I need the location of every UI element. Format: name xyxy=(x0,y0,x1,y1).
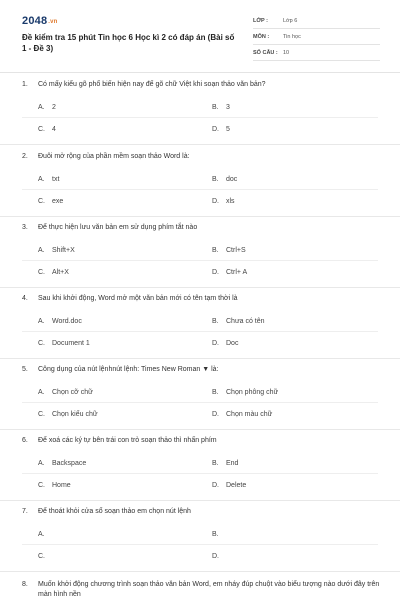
option-divider xyxy=(22,473,378,474)
meta-row-class xyxy=(253,13,380,29)
question-number: 6. xyxy=(22,437,28,444)
question-separator xyxy=(0,358,400,359)
option-text: 2 xyxy=(52,104,56,111)
option-d[interactable] xyxy=(212,125,230,135)
option-divider xyxy=(22,544,378,545)
meta-row-subject xyxy=(253,29,380,45)
option-c[interactable] xyxy=(38,552,52,562)
option-c[interactable] xyxy=(38,197,63,207)
option-letter: C. xyxy=(38,553,45,560)
meta-row-count xyxy=(253,45,380,61)
option-text: Backspace xyxy=(52,460,87,467)
option-text: Shift+X xyxy=(52,247,75,254)
header-divider xyxy=(0,72,400,73)
option-d[interactable] xyxy=(212,339,238,349)
option-letter: C. xyxy=(38,340,45,347)
question-separator xyxy=(0,216,400,217)
option-letter: A. xyxy=(38,247,45,254)
option-letter: A. xyxy=(38,318,45,325)
option-a[interactable] xyxy=(38,317,82,327)
option-a[interactable] xyxy=(38,388,93,398)
option-letter: B. xyxy=(212,104,219,111)
option-text: Alt+X xyxy=(52,269,69,276)
option-text: 3 xyxy=(226,104,230,111)
option-d[interactable] xyxy=(212,410,272,420)
option-a[interactable] xyxy=(38,175,59,185)
option-divider xyxy=(22,402,378,403)
option-text: Document 1 xyxy=(52,340,90,347)
option-letter: B. xyxy=(212,247,219,254)
logo-text: 2048 xyxy=(22,15,48,27)
question-text: Để thoát khỏi cửa sổ soạn thảo em chọn nút lệnh xyxy=(38,508,191,515)
option-a[interactable] xyxy=(38,246,75,256)
question-text: Muốn khởi động chương trình soạn thảo văn bản Word, em nháy đúp chuột vào biểu tượng nào dưới đây trên màn hình nền xyxy=(38,581,380,598)
option-b[interactable] xyxy=(212,459,238,469)
option-text: Chọn màu chữ xyxy=(226,411,273,418)
option-divider xyxy=(22,331,378,332)
option-letter: D. xyxy=(212,482,219,489)
question-text: Sau khi khởi động, Word mở một văn bản mới có tên tạm thời là xyxy=(38,295,238,302)
option-letter: C. xyxy=(38,411,45,418)
option-letter: D. xyxy=(212,553,219,560)
question-text: Để thực hiện lưu văn bản em sử dụng phím tắt nào xyxy=(38,224,198,231)
option-b[interactable] xyxy=(212,175,237,185)
option-c[interactable] xyxy=(38,481,71,491)
option-c[interactable] xyxy=(38,268,69,278)
question-text: Để xoá các ký tự bên trái con trỏ soạn thảo thì nhấn phím xyxy=(38,437,217,444)
option-divider xyxy=(22,117,378,118)
option-text: Word.doc xyxy=(52,318,82,325)
option-letter: D. xyxy=(212,411,219,418)
option-letter: A. xyxy=(38,389,45,396)
option-letter: D. xyxy=(212,269,219,276)
meta-key: LỚP : xyxy=(253,17,268,24)
option-letter: B. xyxy=(212,389,219,396)
option-letter: C. xyxy=(38,482,45,489)
option-text: xls xyxy=(226,198,235,205)
option-letter: A. xyxy=(38,104,45,111)
option-letter: B. xyxy=(212,318,219,325)
question-number: 8. xyxy=(22,581,28,588)
option-text: Ctrl+S xyxy=(226,247,246,254)
option-letter: C. xyxy=(38,269,45,276)
option-text: Ctrl+ A xyxy=(226,269,248,276)
meta-value: Lớp 6 xyxy=(283,17,298,24)
exam-meta xyxy=(253,13,380,61)
option-letter: A. xyxy=(38,176,45,183)
option-text: exe xyxy=(52,198,64,205)
page-title: Đề kiểm tra 15 phút Tin học 6 Học kì 2 có đáp án (Bài số 1 - Đề 3) xyxy=(22,33,235,53)
meta-value: Tin học xyxy=(283,33,301,40)
question-separator xyxy=(0,144,400,145)
option-letter: C. xyxy=(38,126,45,133)
option-b[interactable] xyxy=(212,103,230,113)
meta-key: MÔN : xyxy=(253,33,270,40)
option-letter: D. xyxy=(212,126,219,133)
option-c[interactable] xyxy=(38,339,90,349)
option-c[interactable] xyxy=(38,410,98,420)
option-text: Delete xyxy=(226,482,247,489)
option-text: Chọn kiểu chữ xyxy=(52,411,98,418)
option-d[interactable] xyxy=(212,481,246,491)
question-separator xyxy=(0,287,400,288)
option-text: End xyxy=(226,460,239,467)
option-text: Chọn phông chữ xyxy=(226,389,279,396)
option-text: Doc xyxy=(226,340,239,347)
option-c[interactable] xyxy=(38,125,56,135)
question-text: Đuôi mở rộng của phần mềm soạn thảo Word là: xyxy=(38,153,190,160)
option-text: 4 xyxy=(52,126,56,133)
option-a[interactable] xyxy=(38,103,56,113)
option-letter: A. xyxy=(38,460,45,467)
question-number: 4. xyxy=(22,295,28,302)
option-letter: D. xyxy=(212,198,219,205)
question-separator xyxy=(0,429,400,430)
question-number: 1. xyxy=(22,81,28,88)
option-letter: B. xyxy=(212,176,219,183)
option-d[interactable] xyxy=(212,197,235,207)
question-number: 5. xyxy=(22,366,28,373)
question-number: 7. xyxy=(22,508,28,515)
question-text: Có mấy kiểu gõ phổ biến hiện nay để gõ chữ Việt khi soạn thảo văn bản? xyxy=(38,81,266,88)
meta-key: SỐ CÂU : xyxy=(253,49,278,56)
question-number: 2. xyxy=(22,153,28,160)
option-text: doc xyxy=(226,176,238,183)
option-divider xyxy=(22,189,378,190)
option-text: Home xyxy=(52,482,71,489)
option-a[interactable] xyxy=(38,459,86,469)
option-letter: B. xyxy=(212,531,219,538)
option-b[interactable] xyxy=(212,246,246,256)
option-letter: D. xyxy=(212,340,219,347)
question-number: 3. xyxy=(22,224,28,231)
option-d[interactable] xyxy=(212,268,247,278)
option-letter: B. xyxy=(212,460,219,467)
option-letter: A. xyxy=(38,531,45,538)
option-divider xyxy=(22,260,378,261)
option-letter: C. xyxy=(38,198,45,205)
option-text: txt xyxy=(52,176,60,183)
question-separator xyxy=(0,500,400,501)
logo-suffix: .vn xyxy=(48,19,58,25)
option-text: Chọn cỡ chữ xyxy=(52,389,93,396)
question-text: Công dụng của nút lệnhnút lệnh: Times New Roman ▼ là: xyxy=(38,366,219,373)
site-logo[interactable] xyxy=(22,15,58,27)
page-header xyxy=(0,0,400,72)
option-text: 5 xyxy=(226,126,230,133)
option-b[interactable] xyxy=(212,317,265,327)
option-b[interactable] xyxy=(212,388,278,398)
option-text: Chưa có tên xyxy=(226,318,265,325)
option-a[interactable] xyxy=(38,530,52,540)
option-b[interactable] xyxy=(212,530,226,540)
question-separator xyxy=(0,571,400,572)
option-d[interactable] xyxy=(212,552,226,562)
meta-value: 10 xyxy=(283,49,290,56)
